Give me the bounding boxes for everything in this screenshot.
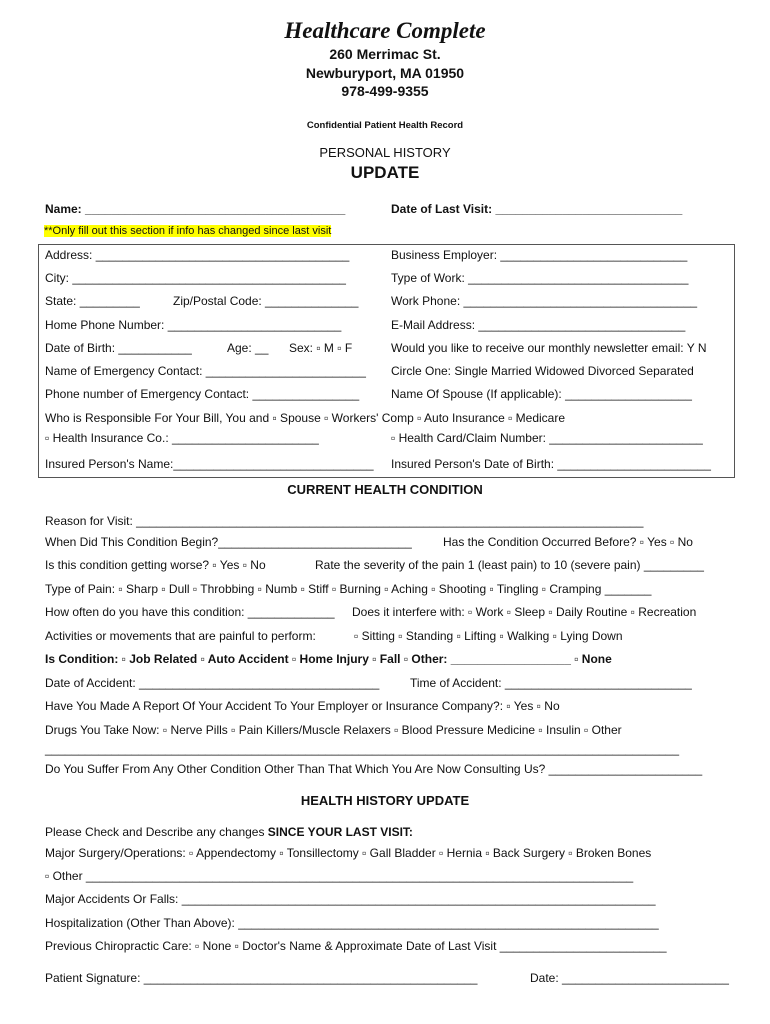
zip-field[interactable]: Zip/Postal Code: ______________ <box>173 294 359 308</box>
drugs-line[interactable]: _______________________________________________________________________________________________ <box>45 742 680 756</box>
surgery-options[interactable]: Major Surgery/Operations: ▫ Appendectomy ▫ Tonsillectomy ▫ Gall Bladder ▫ Hernia ▫ Back Surgery ▫ Broken Bones <box>45 846 652 860</box>
health-insurance-field[interactable]: ▫ Health Insurance Co.: ______________________ <box>45 431 319 445</box>
history-intro <box>45 825 413 839</box>
accidents-field[interactable]: Major Accidents Or Falls: _______________________________________________________________________ <box>45 892 656 906</box>
newsletter-option[interactable]: Would you like to receive our monthly newsletter email: Y N <box>391 341 707 355</box>
accident-report-options[interactable]: Have You Made A Report Of Your Accident To Your Employer or Insurance Company?: ▫ Yes ▫ No <box>45 699 560 713</box>
occurred-before-options[interactable]: Has the Condition Occurred Before? ▫ Yes ▫ No <box>443 535 693 549</box>
accident-time-field[interactable]: Time of Accident: ____________________________ <box>410 676 692 690</box>
update-note-text: **Only fill out this section if info has changed since last visit <box>44 225 332 237</box>
sex-checkboxes[interactable]: Sex: ▫ M ▫ F <box>289 341 353 355</box>
update-title: UPDATE <box>350 163 420 182</box>
spouse-name-field[interactable]: Name Of Spouse (If applicable): ___________________ <box>391 387 692 401</box>
chiropractic-care-options[interactable]: Previous Chiropractic Care: ▫ None ▫ Doctor's Name & Approximate Date of Last Visit _________________________ <box>45 939 667 953</box>
pain-type-options[interactable]: Type of Pain: ▫ Sharp ▫ Dull ▫ Throbbing ▫ Numb ▫ Stiff ▫ Burning ▫ Aching ▫ Shooting ▫ Tingling ▫ Cramping _______ <box>45 582 652 596</box>
clinic-title: Healthcare Complete <box>284 18 486 43</box>
state-field[interactable]: State: _________ <box>45 294 140 308</box>
hospitalization-field[interactable]: Hospitalization (Other Than Above): _______________________________________________________________ <box>45 916 659 930</box>
health-history-heading: HEALTH HISTORY UPDATE <box>300 793 470 808</box>
insured-dob-field[interactable]: Insured Person's Date of Birth: _______________________ <box>391 457 711 471</box>
getting-worse-options[interactable]: Is this condition getting worse? ▫ Yes ▫ No <box>45 558 266 572</box>
reason-field[interactable]: Reason for Visit: ____________________________________________________________________________ <box>45 514 644 528</box>
clinic-address-line2: Newburyport, MA 01950 <box>305 65 465 81</box>
name-field[interactable]: Name: _______________________________________ <box>45 202 346 216</box>
drugs-options[interactable]: Drugs You Take Now: ▫ Nerve Pills ▫ Pain Killers/Muscle Relaxers ▫ Blood Pressure Medicine ▫ Insulin ▫ Other <box>45 723 622 737</box>
update-note <box>44 225 331 237</box>
last-visit-field[interactable]: Date of Last Visit: ____________________________ <box>391 202 683 216</box>
condition-cause-options[interactable]: Is Condition: ▫ Job Related ▫ Auto Accident ▫ Home Injury ▫ Fall ▫ Other: __________________ ▫ None <box>45 652 612 666</box>
city-field[interactable]: City: _________________________________________ <box>45 271 346 285</box>
accident-date-field[interactable]: Date of Accident: ____________________________________ <box>45 676 380 690</box>
frequency-field[interactable]: How often do you have this condition: _____________ <box>45 605 335 619</box>
insured-name-field[interactable]: Insured Person's Name:______________________________ <box>45 457 374 471</box>
home-phone-field[interactable]: Home Phone Number: __________________________ <box>45 318 342 332</box>
painful-activities-options[interactable]: ▫ Sitting ▫ Standing ▫ Lifting ▫ Walking ▫ Lying Down <box>354 629 623 643</box>
interfere-options[interactable]: Does it interfere with: ▫ Work ▫ Sleep ▫ Daily Routine ▫ Recreation <box>352 605 697 619</box>
clinic-address-line1: 260 Merrimac St. <box>329 46 441 62</box>
section-title: PERSONAL HISTORY <box>319 145 451 160</box>
signature-date-field[interactable]: Date: _________________________ <box>530 971 729 985</box>
painful-activities-label: Activities or movements that are painful to perform: <box>45 629 316 643</box>
condition-begin-field[interactable]: When Did This Condition Begin?_____________________________ <box>45 535 412 549</box>
work-phone-field[interactable]: Work Phone: ___________________________________ <box>391 294 698 308</box>
dob-field[interactable]: Date of Birth: ___________ <box>45 341 192 355</box>
surgery-other-field[interactable]: ▫ Other __________________________________________________________________________________ <box>45 869 634 883</box>
bill-responsible-options[interactable]: Who is Responsible For Your Bill, You and ▫ Spouse ▫ Workers' Comp ▫ Auto Insurance ▫ Medicare <box>45 411 566 425</box>
current-condition-heading: CURRENT HEALTH CONDITION <box>287 482 483 497</box>
history-intro-text: Please Check and Describe any changes <box>45 825 268 839</box>
address-field[interactable]: Address: ______________________________________ <box>45 248 350 262</box>
signature-field[interactable]: Patient Signature: __________________________________________________ <box>45 971 478 985</box>
email-field[interactable]: E-Mail Address: _______________________________ <box>391 318 686 332</box>
clinic-phone: 978-499-9355 <box>341 83 429 99</box>
history-intro-emphasis: SINCE YOUR LAST VISIT: <box>267 825 413 839</box>
pain-severity-field[interactable]: Rate the severity of the pain 1 (least pain) to 10 (severe pain) _________ <box>315 558 704 572</box>
emergency-contact-phone-field[interactable]: Phone number of Emergency Contact: ________________ <box>45 387 360 401</box>
emergency-contact-name-field[interactable]: Name of Emergency Contact: ________________________ <box>45 364 366 378</box>
work-type-field[interactable]: Type of Work: _________________________________ <box>391 271 689 285</box>
health-card-field[interactable]: ▫ Health Card/Claim Number: _______________________ <box>391 431 703 445</box>
marital-status-options[interactable]: Circle One: Single Married Widowed Divorced Separated <box>391 364 694 378</box>
other-condition-field[interactable]: Do You Suffer From Any Other Condition Other Than That Which You Are Now Consulting Us? _______________________ <box>45 762 703 776</box>
age-field[interactable]: Age: __ <box>227 341 269 355</box>
confidential-label: Confidential Patient Health Record <box>306 120 464 131</box>
business-employer-field[interactable]: Business Employer: ____________________________ <box>391 248 688 262</box>
